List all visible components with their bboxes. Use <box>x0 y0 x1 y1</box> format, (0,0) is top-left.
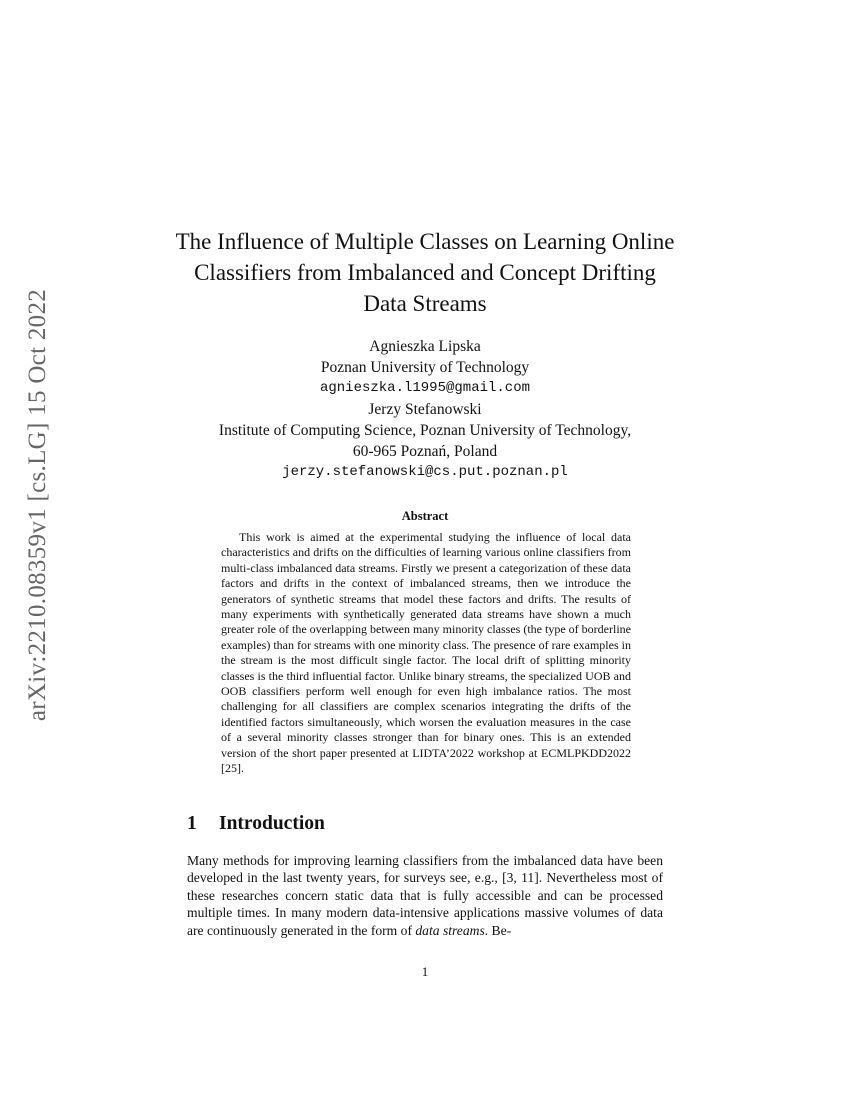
abstract-heading: Abstract <box>401 509 449 523</box>
author-name: Jerzy Stefanowski <box>368 401 482 418</box>
arxiv-identifier-text: arXiv:2210.08359v1 [cs.LG] 15 Oct 2022 <box>24 288 52 722</box>
introduction-text-end: . Be- <box>484 922 512 938</box>
author-email: jerzy.stefanowski@cs.put.poznan.pl <box>282 464 568 480</box>
author-name: Agnieszka Lipska <box>369 338 481 355</box>
arxiv-identifier-stamp <box>8 288 68 722</box>
introduction-text: Many methods for improving learning classifiers from the imbalanced data have been developed in the last twenty years, for surveys see, e.g., [3, 11]. Nevertheless most of these researches concern static data that is fully accessible and can be processed multiple times. In many modern data-intensive applications massive volumes of data are continuously generated in the form of <box>187 853 663 938</box>
introduction-paragraph <box>187 852 663 939</box>
author-block-1 <box>140 336 710 399</box>
author-email: agnieszka.l1995@gmail.com <box>319 380 531 396</box>
section-title: Introduction <box>219 813 325 834</box>
page-number: 1 <box>421 964 429 979</box>
author-affiliation-line-2: 60-965 Poznań, Poland <box>352 443 498 460</box>
section-heading <box>187 813 667 835</box>
author-affiliation: Poznan University of Technology <box>320 359 530 376</box>
author-block-2 <box>140 399 710 483</box>
paper-title: The Influence of Multiple Classes on Learning Online Classifiers from Imbalanced and Concept Drifting Data Streams <box>175 229 675 316</box>
section-number: 1 <box>187 813 197 834</box>
author-affiliation-line-1: Institute of Computing Science, Poznan University of Technology, <box>218 422 632 439</box>
abstract-body: This work is aimed at the experimental studying the influence of local data characteristics and drifts on the difficulties of learning various online classifiers from multi-class imbalanced data streams. Firstly we present a categorization of these data factors and drifts in the context of imbalanced streams, then we introduce the generators of synthetic streams that model these factors and drifts. The results of many experiments with synthetically generated data streams have shown a much greater role of the overlapping between many minority classes (the type of borderline examples) than for streams with one minority class. The presence of rare examples in the stream is the most difficult single factor. The local drift of splitting minority classes is the third influential factor. Unlike binary streams, the specialized UOB and OOB classifiers perform well enough for even high imbalance ratios. The most challenging for all classifiers are complex scenarios integrating the drifts of the identified factors simultaneously, which worsen the evaluation measures in the case of a several minority classes stronger than for binary ones. This is an extended version of the short paper presented at LIDTA’2022 workshop at ECMLPKDD2022 [25]. <box>221 530 631 776</box>
introduction-emphasis: data streams <box>415 922 485 938</box>
